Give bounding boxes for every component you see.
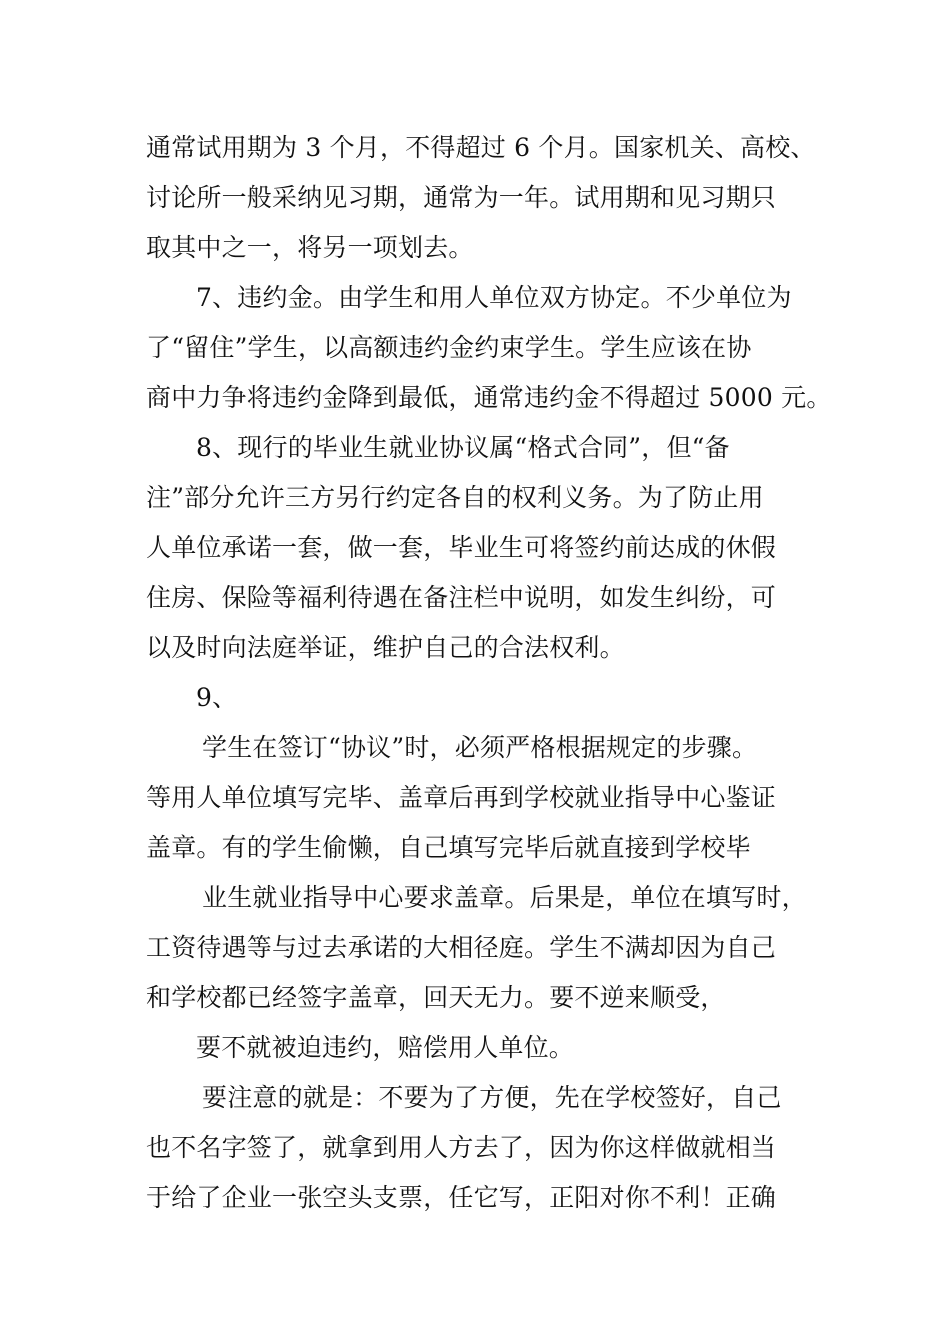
text-line: 工资待遇等与过去承诺的大相径庭。学生不满却因为自己 [146,933,777,962]
text-line: 业生就业指导中心要求盖章。后果是，单位在填写时， [202,883,807,912]
text-line: 和学校都已经签字盖章，回天无力。要不逆来顺受， [146,983,726,1012]
text-line: 也不名字签了，就拿到用人方去了，因为你这样做就相当 [146,1133,777,1162]
text-line: 住房、保险等福利待遇在备注栏中说明，如发生纠纷，可 [146,583,777,612]
paragraph-note-start: 要注意的就是：不要为了方便，先在学校签好，自己 [202,1083,782,1112]
text-line: 取其中之一，将另一项划去。 [146,233,474,262]
paragraph-9-start: 学生在签订“协议”时，必须严格根据规定的步骤。 [202,733,758,762]
text-line: 人单位承诺一套，做一套，毕业生可将签约前达成的休假 [146,533,777,562]
paragraph-7-start: 7、违约金。由学生和用人单位双方协定。不少单位为 [196,283,792,312]
text-line: 等用人单位填写完毕、盖章后再到学校就业指导中心鉴证 [146,783,777,812]
text-line: 商中力争将违约金降到最低，通常违约金不得超过 5000 元。 [146,383,832,412]
paragraph-8-start: 8、现行的毕业生就业协议属“格式合同”，但“备 [196,433,730,462]
text-line: 了“留住”学生，以高额违约金约束学生。学生应该在协 [146,333,752,362]
text-line: 通常试用期为 3 个月，不得超过 6 个月。国家机关、高校、 [146,133,816,162]
text-line: 盖章。有的学生偷懒，自己填写完毕后就直接到学校毕 [146,833,751,862]
text-line: 要不就被迫违约，赔偿用人单位。 [196,1033,575,1062]
paragraph-9-number: 9、 [196,683,238,712]
text-line: 以及时向法庭举证，维护自己的合法权利。 [146,633,625,662]
text-line: 于给了企业一张空头支票，任它写，正阳对你不利！正确 [146,1183,777,1212]
text-line: 注”部分允许三方另行约定各自的权利义务。为了防止用 [146,483,764,512]
text-line: 讨论所一般采纳见习期，通常为一年。试用期和见习期只 [146,183,777,212]
